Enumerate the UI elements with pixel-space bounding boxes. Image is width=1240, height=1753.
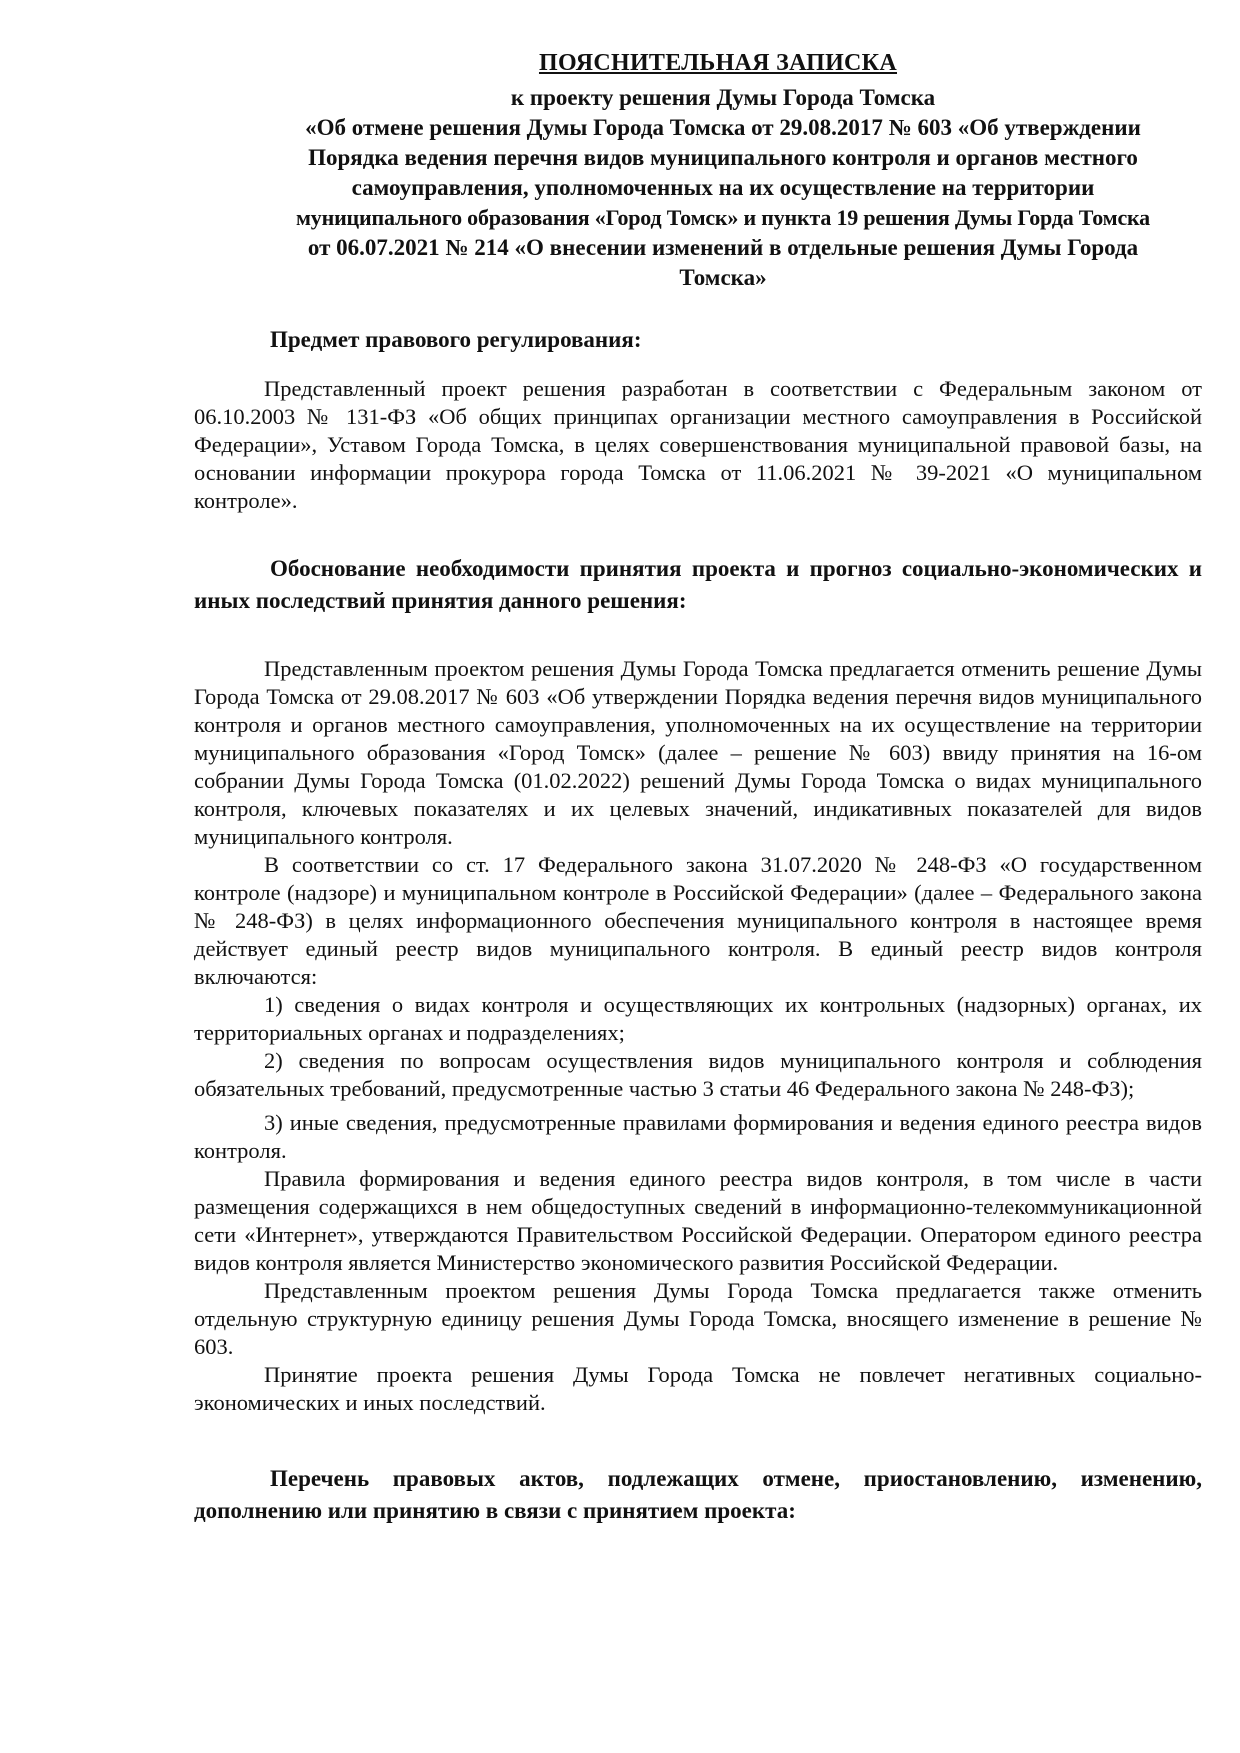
justification-paragraph-2: В соответствии со ст. 17 Федерального закона 31.07.2020 № 248-ФЗ «О государственном контроле (надзоре) и муниципальном контроле в Российской Федерации» (далее – Федерального закона № 248-ФЗ) в целях информационного обеспечения муниципального контроля в настоящее время действует единый реестр видов муниципального контроля. В единый реестр видов контроля включаются: xyxy=(194,852,1202,989)
justification-paragraph-5: Принятие проекта решения Думы Города Томска не повлечет негативных социально-экономических и иных последствий. xyxy=(194,1362,1202,1415)
document-subtitle xyxy=(194,83,1202,293)
section-subject-heading: Предмет правового регулирования: xyxy=(270,327,642,352)
subtitle-line: к проекту решения Думы Города Томска xyxy=(510,85,936,110)
registry-item-3: 3) иные сведения, предусмотренные правилами формирования и ведения единого реестра видов контроля. xyxy=(194,1110,1202,1163)
subtitle-line: «Об отмене решения Думы Города Томска от 29.08.2017 № 603 «Об утверждении xyxy=(305,115,1141,140)
subtitle-line: самоуправления, уполномоченных на их осуществление на территории xyxy=(351,175,1095,200)
subtitle-line: Томска» xyxy=(679,265,767,290)
justification-paragraph-1: Представленным проектом решения Думы Города Томска предлагается отменить решение Думы Города Томска от 29.08.2017 № 603 «Об утверждении Порядка ведения перечня видов муниципального контроля и органов местного самоуправления, уполномоченных на их осуществление на территории муниципального образования «Город Томск» (далее – решение № 603) ввиду принятия на 16-ом собрании Думы Города Томска (01.02.2022) решений Думы Города Томска о видах муниципального контроля, ключевых показателях и их целевых значений, индикативных показателей для видов муниципального контроля. xyxy=(194,656,1202,849)
subtitle-line: от 06.07.2021 № 214 «О внесении изменений в отдельные решения Думы Города xyxy=(307,235,1139,260)
section-acts-heading: Перечень правовых актов, подлежащих отмене, приостановлению, изменению, дополнению или принятию в связи с принятием проекта: xyxy=(194,1466,1202,1523)
registry-item-2: 2) сведения по вопросам осуществления видов муниципального контроля и соблюдения обязательных требований, предусмотренные частью 3 статьи 46 Федерального закона № 248-ФЗ); xyxy=(194,1048,1202,1101)
justification-paragraph-4: Представленным проектом решения Думы Города Томска предлагается также отменить отдельную структурную единицу решения Думы Города Томска, вносящего изменение в решение № 603. xyxy=(194,1278,1202,1359)
document-page xyxy=(194,50,1202,1527)
registry-item-1: 1) сведения о видах контроля и осуществляющих их контрольных (надзорных) органах, их территориальных органах и подразделениях; xyxy=(194,992,1202,1045)
subtitle-line: муниципального образования «Город Томск» и пункта 19 решения Думы Горда Томска xyxy=(296,205,1150,230)
subtitle-line: Порядка ведения перечня видов муниципального контроля и органов местного xyxy=(308,145,1138,170)
section-justification-heading: Обоснование необходимости принятия проекта и прогноз социально-экономических и иных последствий принятия данного решения: xyxy=(194,556,1202,613)
section-subject-paragraph: Представленный проект решения разработан в соответствии с Федеральным законом от 06.10.2003 № 131-ФЗ «Об общих принципах организации местного самоуправления в Российской Федерации», Уставом Города Томска, в целях совершенствования муниципальной правовой базы, на основании информации прокурора города Томска от 11.06.2021 № 39-2021 «О муниципальном контроле». xyxy=(194,376,1202,513)
justification-paragraph-3: Правила формирования и ведения единого реестра видов контроля, в том числе в части размещения содержащихся в нем общедоступных сведений в информационно-телекоммуникационной сети «Интернет», утверждаются Правительством Российской Федерации. Оператором единого реестра видов контроля является Министерство экономического развития Российской Федерации. xyxy=(194,1166,1202,1275)
document-title: ПОЯСНИТЕЛЬНАЯ ЗАПИСКА xyxy=(538,50,898,76)
